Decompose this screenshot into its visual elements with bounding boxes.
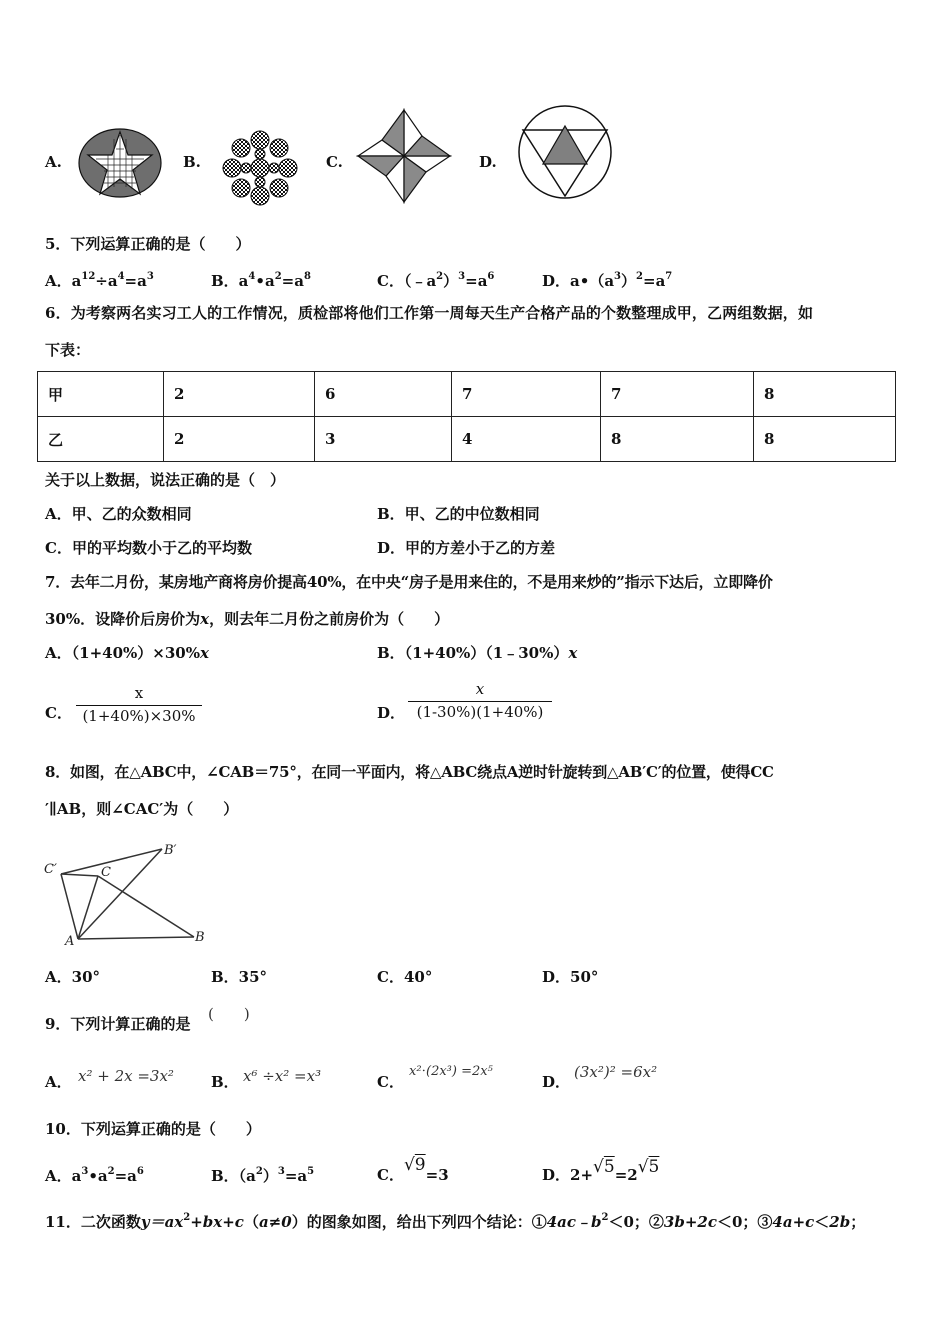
q9-answer-paren: ( ) (208, 1005, 250, 1023)
q11-stem: 11．二次函数$y=ax^2+bx+c(a\ne 0)$的图象如图，给出下列四个结论：$①4ac﹣b^2<0$；②3b+2c＜0；③4a+c＜2b； (45, 1212, 866, 1231)
q4-option-c-label: C. (326, 153, 343, 171)
q8-option-d[interactable]: D．50° (542, 968, 599, 986)
pinwheel-icon (352, 106, 456, 206)
q5-stem: 5．下列运算正确的是（ ） (45, 235, 251, 253)
q6-option-c[interactable]: C．甲的平均数小于乙的平均数 (45, 539, 252, 557)
q9-stem: 9．下列计算正确的是 (45, 1015, 191, 1033)
q9-option-b-math[interactable]: x⁶ ÷x² =x³ (243, 1067, 322, 1085)
q4-option-d-label: D. (479, 153, 497, 171)
point-b-prime-label: B′ (164, 843, 177, 858)
q9-option-b-label[interactable]: B． (211, 1073, 239, 1091)
q9-option-c-math[interactable]: x²⋅(2x³) =2x⁵ (409, 1064, 493, 1079)
q9-option-a-math[interactable]: x² + 2x =3x² (78, 1067, 174, 1085)
q9-option-d-label[interactable]: D． (542, 1073, 571, 1091)
q9-option-c-label[interactable]: C． (377, 1073, 404, 1091)
flower-of-circles-icon (215, 127, 305, 209)
point-c-prime-label: C′ (44, 862, 57, 877)
table-cell: 8 (601, 417, 754, 462)
q7-option-b[interactable]: B．（1+40%）（1﹣30%）x (377, 644, 578, 662)
segment-ac (78, 876, 98, 939)
table-cell: 7 (601, 372, 754, 417)
q7-stem-line2: 30%．设降价后房价为x，则去年二月份之前房价为（ ） (45, 610, 450, 628)
segment-ab (78, 937, 194, 939)
q4-option-b-label: B. (183, 153, 201, 171)
q7-option-c-fraction[interactable]: $\frac{x}{(1+40\%)\times 30\%}$ (76, 686, 202, 724)
table-cell: 甲 (38, 372, 164, 417)
point-c-label: C (101, 865, 111, 880)
table-cell: 8 (754, 417, 896, 462)
segment-ac-prime (61, 874, 78, 939)
q5-option-d[interactable]: D．$a•(a^3)^2=a^7$ (542, 271, 673, 290)
table-cell: 7 (452, 372, 601, 417)
q10-option-d[interactable]: D．2+√5=2√5 (542, 1157, 660, 1184)
q9-option-a-label[interactable]: A． (45, 1073, 72, 1091)
q6-option-a[interactable]: A．甲、乙的众数相同 (45, 505, 192, 523)
table-row (38, 372, 896, 417)
q10-option-c[interactable]: C．√9=3 (377, 1155, 449, 1184)
table-cell: 8 (754, 372, 896, 417)
table-cell: 6 (315, 372, 452, 417)
segment-ab-prime (78, 849, 162, 939)
table-cell: 3 (315, 417, 452, 462)
q8-option-b[interactable]: B．35° (211, 968, 268, 986)
rotated-triangle-figure (42, 836, 214, 948)
table-cell: 2 (164, 417, 315, 462)
segment-cc-prime (61, 874, 98, 876)
q6-stem-line1: 6．为考察两名实习工人的工作情况，质检部将他们工作第一周每天生产合格产品的个数整理成甲，乙两组数据，如 (45, 304, 814, 322)
q7-option-c-label[interactable]: C． (45, 704, 72, 722)
q6-data-table (37, 371, 896, 462)
q10-option-b[interactable]: B．$(a^2)^3=a^5$ (211, 1166, 315, 1185)
q8-stem-line1: 8．如图，在△ABC中，∠CAB＝75°，在同一平面内，将△ABC绕点A逆时针旋转到△AB′C′的位置，使得CC (45, 763, 774, 781)
q5-option-b[interactable]: B．$a^4•a^2=a^8$ (211, 271, 311, 290)
table-cell: 4 (452, 417, 601, 462)
q5-option-a[interactable]: A．$a^{12}\div a^4=a^3$ (45, 271, 154, 290)
q9-option-d-math[interactable]: (3x²)² =6x² (574, 1063, 658, 1081)
triangle-in-circle-icon (515, 104, 615, 200)
q7-option-a[interactable]: A．（1+40%）×30%x (45, 644, 209, 662)
table-cell: 乙 (38, 417, 164, 462)
point-a-label: A (65, 934, 75, 948)
q7-option-d-label[interactable]: D． (377, 704, 406, 722)
q8-option-c[interactable]: C．40° (377, 968, 433, 986)
segment-c-prime-b-prime (61, 849, 162, 874)
q6-stem-line2: 下表： (45, 341, 91, 359)
star-in-circle-icon (78, 127, 168, 205)
table-cell: 2 (164, 372, 315, 417)
q10-stem: 10．下列运算正确的是（ ） (45, 1120, 261, 1138)
q6-option-d[interactable]: D．甲的方差小于乙的方差 (377, 539, 556, 557)
q8-stem-line2: ′∥AB，则∠CAC′为（ ） (45, 800, 239, 818)
q6-question: 关于以上数据，说法正确的是（ ） (45, 471, 286, 489)
q8-option-a[interactable]: A．30° (45, 968, 101, 986)
q5-option-c[interactable]: C．$(﹣a^2)^3=a^6$ (377, 271, 495, 290)
q6-option-b[interactable]: B．甲、乙的中位数相同 (377, 505, 540, 523)
segment-cb (98, 876, 194, 937)
point-b-label: B (195, 930, 205, 945)
table-row (38, 417, 896, 462)
q7-option-d-fraction[interactable]: $\frac{x}{(1-30\%)(1+40\%)}$ (408, 682, 552, 720)
q10-option-a[interactable]: A．$a^3•a^2=a^6$ (45, 1166, 144, 1185)
q7-stem-line1: 7．去年二月份，某房地产商将房价提高40%，在中央“房子是用来住的，不是用来炒的”指示下达后，立即降价 (45, 573, 773, 591)
q4-option-a-label: A. (45, 153, 62, 171)
